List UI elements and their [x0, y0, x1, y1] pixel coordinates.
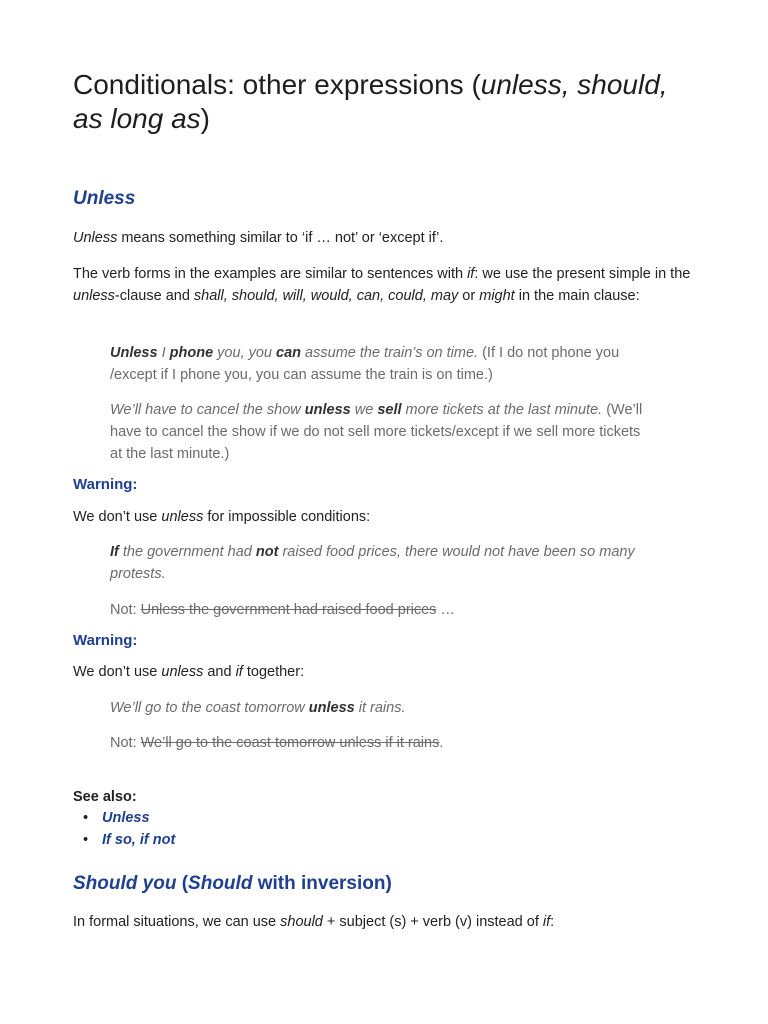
warning2-paragraph: We don’t use unless and if together: [73, 664, 305, 680]
see-also-list [73, 807, 175, 851]
link-if-so-if-not[interactable]: If so, if not [102, 832, 176, 848]
should-intro-paragraph: In formal situations, we can use should + subject (s) + verb (v) instead of if: [73, 914, 555, 930]
not-example-food-prices: Not: Unless the government had raised food prices … [110, 602, 455, 618]
see-also-label: See also: [73, 789, 137, 805]
warning-heading-1: Warning: [73, 476, 138, 493]
section-heading-unless: Unless [73, 188, 136, 209]
example-coast: We’ll go to the coast tomorrow unless it rains. [110, 700, 406, 716]
list-item [73, 829, 175, 851]
page-title: Conditionals: other expressions (unless, should, as long as) [73, 69, 668, 134]
section-heading-should-you: Should you (Should with inversion) [73, 873, 392, 894]
example-unless-phone: Unless I phone you, you can assume the train’s on time. (If I do not phone you /except if I phone you, you can assume the train is on time.) [110, 345, 620, 383]
verb-forms-paragraph: The verb forms in the examples are similar to sentences with if: we use the present simple in the unless-clause and shall, should, will, would, can, could, may or might in the main clause: [73, 266, 691, 304]
list-item [73, 807, 175, 829]
example-cancel-show: We’ll have to cancel the show unless we sell more tickets at the last minute. (We’ll have to cancel the show if we do not sell more tickets/except if we sell more tickets at the last minute.) [110, 402, 643, 462]
warning1-paragraph: We don’t use unless for impossible conditions: [73, 509, 371, 525]
warning-heading-2: Warning: [73, 632, 138, 649]
link-unless[interactable]: Unless [102, 810, 150, 826]
not-example-coast: Not: We’ll go to the coast tomorrow unless if it rains. [110, 735, 444, 751]
example-food-prices: If the government had not raised food prices, there would not have been so many protests. [110, 544, 635, 582]
unless-intro-paragraph: Unless means something similar to ‘if … not’ or ‘except if’. [73, 230, 444, 246]
